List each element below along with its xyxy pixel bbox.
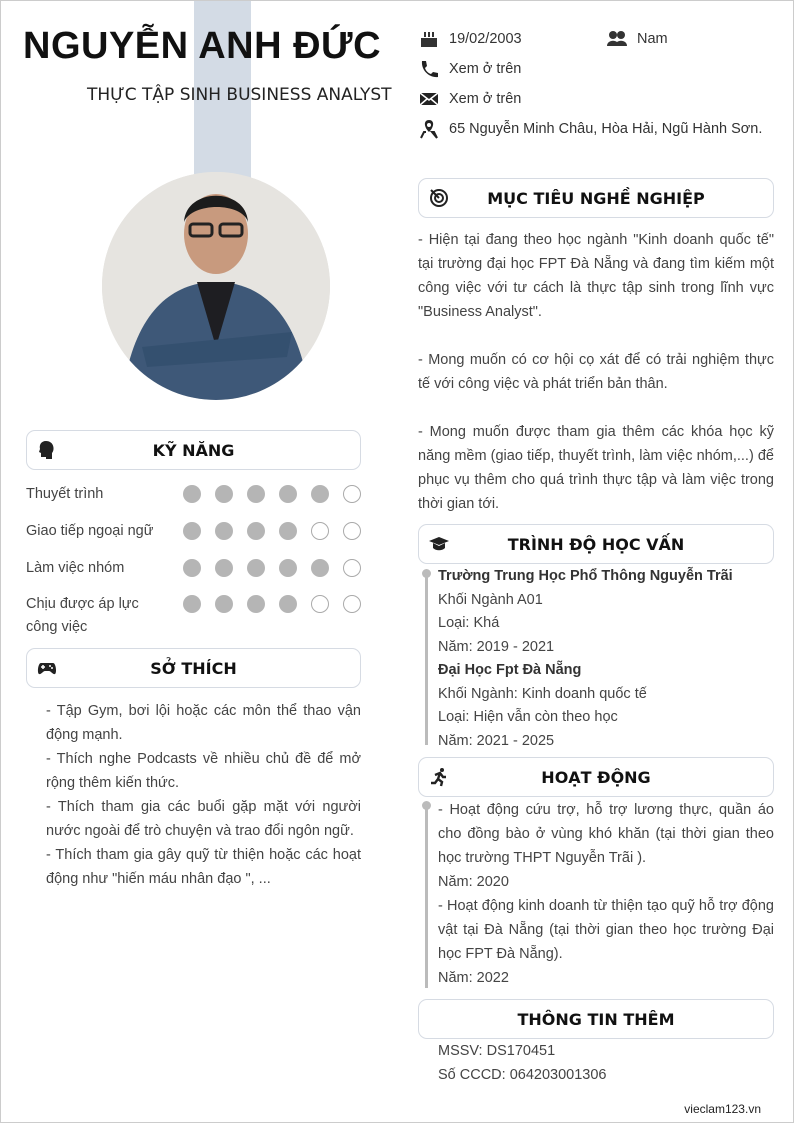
hobby-item: - Thích nghe Podcasts về nhiều chủ đề để mở rộng thêm kiến thức.: [46, 751, 361, 791]
rating-dot-filled: [247, 485, 265, 503]
email-info: [419, 89, 521, 109]
rating-dot-empty: [343, 485, 361, 503]
rating-dot-empty: [311, 595, 329, 613]
hobby-item: - Thích tham gia các buổi gặp mặt với người nước ngoài để trò chuyện và trao đổi ngôn ngữ.: [46, 799, 361, 839]
map-marker-icon: [419, 119, 439, 139]
target-icon: [429, 188, 449, 208]
rating-dot-filled: [279, 522, 297, 540]
school-rank: Loại: Hiện vẫn còn theo học: [438, 709, 618, 725]
rating-dot-filled: [247, 559, 265, 577]
rating-dot-empty: [311, 522, 329, 540]
activity-year: Năm: 2020: [438, 874, 509, 890]
rating-dot-empty: [343, 559, 361, 577]
skill-row: [26, 483, 361, 506]
candidate-name: NGUYỄN ANH ĐỨC: [23, 25, 382, 67]
candidate-position: THỰC TẬP SINH BUSINESS ANALYST: [87, 85, 392, 105]
envelope-icon: [419, 89, 439, 109]
birthday-value: 19/02/2003: [449, 31, 522, 47]
activities-list: [438, 798, 774, 990]
student-id: MSSV: DS170451: [438, 1043, 556, 1059]
footer-brand: vieclam123.vn: [684, 1102, 761, 1116]
brain-head-icon: [37, 440, 57, 460]
rating-dot-empty: [343, 522, 361, 540]
email-value: Xem ở trên: [449, 91, 522, 107]
school-major: Khối Ngành: Kinh doanh quốc tế: [438, 685, 647, 702]
skill-row: [26, 557, 361, 580]
avatar-photo: [102, 172, 330, 400]
school-major: Khối Ngành A01: [438, 591, 543, 608]
objective-title: MỤC TIÊU NGHỀ NGHIỆP: [487, 188, 705, 208]
skills-header: [26, 430, 361, 470]
hobbies-title: SỞ THÍCH: [150, 658, 237, 678]
gender-info: [607, 29, 668, 49]
graduation-cap-icon: [429, 534, 449, 554]
hobbies-list: [46, 699, 361, 891]
activity-description: - Hoạt động cứu trợ, hỗ trợ lương thực, quần áo cho đồng bào ở vùng khó khăn (tại thời gian theo học trường THPT Nguyễn Trãi ).: [438, 802, 774, 866]
skill-row: [26, 520, 361, 543]
skill-label: Giao tiếp ngoại ngữ: [26, 523, 154, 539]
objective-text: [418, 228, 774, 516]
skills-title: KỸ NĂNG: [152, 440, 235, 460]
objective-paragraph: - Mong muốn có cơ hội cọ xát để có trải nghiệm thực tế với công việc và phát triển bản thân.: [418, 352, 774, 392]
gender-value: Nam: [637, 31, 668, 47]
rating-dot-filled: [183, 595, 201, 613]
rating-dot-filled: [279, 485, 297, 503]
users-icon: [607, 29, 627, 49]
rating-dot-filled: [215, 522, 233, 540]
hobby-item: - Tập Gym, bơi lội hoặc các môn thể thao vận động mạnh.: [46, 703, 361, 743]
skill-rating: [183, 559, 361, 577]
skill-rating: [183, 522, 361, 540]
school-rank: Loại: Khá: [438, 615, 500, 631]
skill-label: Thuyết trình: [26, 486, 104, 502]
skill-label: Làm việc nhóm: [26, 560, 125, 576]
rating-dot-empty: [343, 595, 361, 613]
rating-dot-filled: [215, 485, 233, 503]
objective-paragraph: - Mong muốn được tham gia thêm các khóa học kỹ năng mềm (giao tiếp, thuyết trình, làm việc nhóm,...) để phục vụ thêm cho quá trình thực tập và làm việc trong thời gian tới.: [418, 424, 774, 512]
phone-icon: [419, 59, 439, 79]
skill-row: [26, 593, 361, 639]
school-name: Đại Học Fpt Đà Nẵng: [438, 662, 582, 678]
address-value: 65 Nguyễn Minh Châu, Hòa Hải, Ngũ Hành Sơn.: [449, 121, 763, 137]
rating-dot-filled: [215, 595, 233, 613]
rating-dot-filled: [183, 559, 201, 577]
extra-info-title: THÔNG TIN THÊM: [517, 1009, 675, 1029]
school-name: Trường Trung Học Phổ Thông Nguyễn Trãi: [438, 568, 733, 584]
rating-dot-filled: [247, 522, 265, 540]
objective-paragraph: - Hiện tại đang theo học ngành "Kinh doanh quốc tế" tại trường đại học FPT Đà Nẵng và đang tìm kiếm một công việc với tư cách là thực tập sinh trong lĩnh vực "Business Analyst".: [418, 232, 774, 320]
rating-dot-filled: [183, 485, 201, 503]
education-title: TRÌNH ĐỘ HỌC VẤN: [507, 534, 685, 554]
extra-info: [438, 1039, 774, 1087]
activity-year: Năm: 2022: [438, 970, 509, 986]
objective-header: [418, 178, 774, 218]
rating-dot-filled: [311, 559, 329, 577]
education-list: [438, 565, 774, 753]
rating-dot-filled: [215, 559, 233, 577]
phone-info: [419, 59, 521, 79]
education-header: [418, 524, 774, 564]
activities-timeline: [425, 803, 428, 988]
rating-dot-filled: [183, 522, 201, 540]
rating-dot-filled: [311, 485, 329, 503]
activity-description: - Hoạt động kinh doanh từ thiện tạo quỹ hỗ trợ động vật tại Đà Nẵng (tại thời gian theo học trường Đại học FPT Đà Nẵng).: [438, 898, 774, 962]
extra-info-header: [418, 999, 774, 1039]
address-info: [419, 119, 762, 139]
citizen-id: Số CCCD: 064203001306: [438, 1067, 607, 1083]
skill-label: Chịu được áp lực công việc: [26, 596, 139, 635]
running-icon: [429, 767, 449, 787]
skill-rating: [183, 595, 361, 613]
activities-header: [418, 757, 774, 797]
rating-dot-filled: [279, 595, 297, 613]
phone-value: Xem ở trên: [449, 61, 522, 77]
gamepad-icon: [37, 658, 57, 678]
school-years: Năm: 2021 - 2025: [438, 732, 555, 749]
education-timeline: [425, 571, 428, 745]
birthday-cake-icon: [419, 29, 439, 49]
rating-dot-filled: [279, 559, 297, 577]
school-years: Năm: 2019 - 2021: [438, 638, 555, 655]
birthday-info: [419, 29, 522, 49]
rating-dot-filled: [247, 595, 265, 613]
skill-rating: [183, 485, 361, 503]
activities-title: HOẠT ĐỘNG: [541, 767, 651, 787]
hobbies-header: [26, 648, 361, 688]
hobby-item: - Thích tham gia gây quỹ từ thiện hoặc các hoạt động như "hiến máu nhân đạo ", ...: [46, 847, 361, 887]
